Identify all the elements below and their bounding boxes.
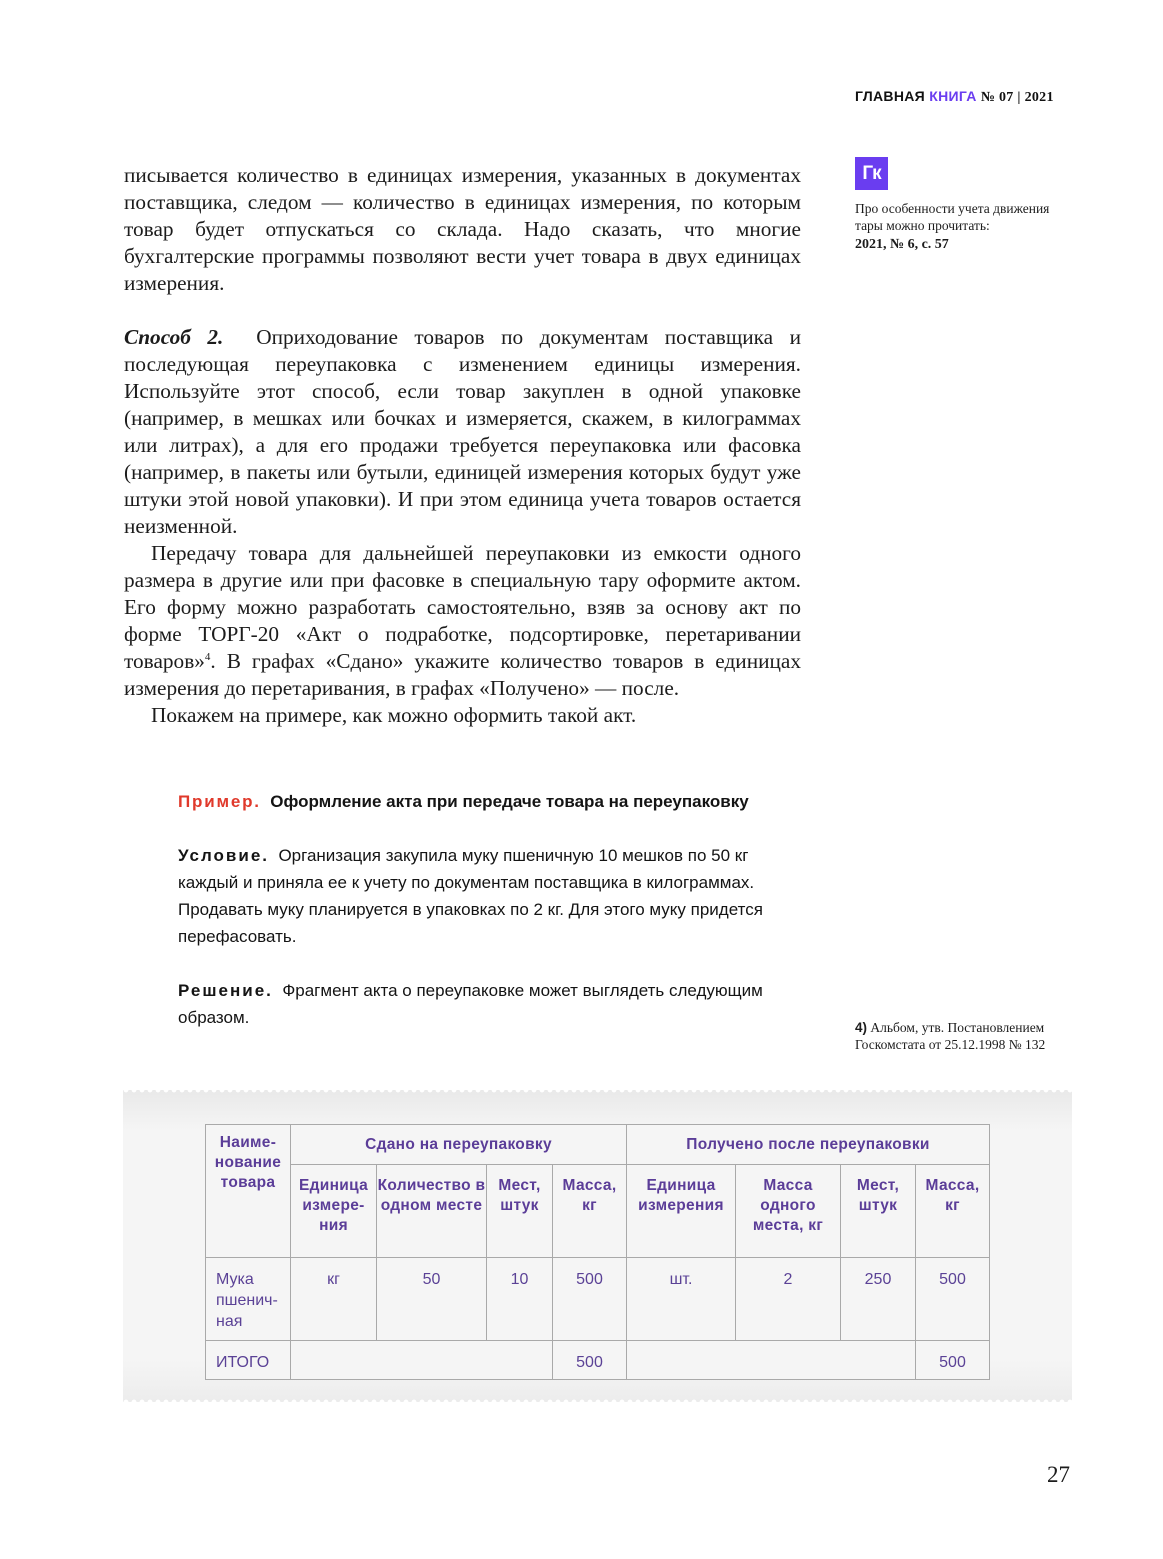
header-given-qty-per-place: Количество в одном месте — [377, 1165, 487, 1258]
table-total-row — [206, 1341, 990, 1380]
condition-label: Условие. — [178, 846, 269, 865]
example-heading — [178, 788, 778, 815]
header-given-places: Мест, штук — [487, 1165, 553, 1258]
header-received-mass: Масса, кг — [916, 1165, 990, 1258]
header-received-mass-per-place: Масса одного места, кг — [736, 1165, 841, 1258]
example-solution — [178, 977, 778, 1031]
cell-received-unit: шт. — [627, 1258, 736, 1341]
method-label: Способ 2. — [124, 325, 224, 349]
example-label: Пример. — [178, 792, 261, 811]
header-given-mass: Масса, кг — [553, 1165, 627, 1258]
page-number: 27 — [1047, 1462, 1070, 1487]
cell-received-mass: 500 — [916, 1258, 990, 1341]
footnote-ref[interactable]: 4 — [204, 650, 211, 663]
footnote — [855, 1019, 1075, 1053]
brand-name-part2: КНИГА — [929, 88, 977, 104]
method-text: Оприходование товаров по документам поставщика и последующая переупаковка с изменением единицы измерения. Используйте этот способ, если товар закуплен в одной упаковке (например, в мешках или бочках и измеряется, скажем, в килограммах или литрах), а для его продажи требуется переупаковка или фасовка (например, в пакеты или бутыли, единицей измерения которых будут уже штуки этой новой упаковки). И при этом единица учета товаров остается неизменной. — [124, 325, 801, 538]
gk-logo-icon: Гк — [855, 157, 888, 190]
article-body — [124, 162, 801, 729]
example-title: Оформление акта при передаче товара на переупаковку — [270, 792, 749, 811]
cell-total-received-mass: 500 — [916, 1341, 990, 1380]
paragraph-act-text: Передачу товара для дальнейшей переупаковки из емкости одного размера в другие или при фасовке в специальную тару оформите актом. Его форму можно разработать самостоятельно, взяв за основу акт по форме ТОРГ-20 «Акт о подработке, подсортировке, перетаривании товаров» — [124, 541, 801, 673]
panel-edge-top — [123, 1090, 1072, 1094]
solution-label: Решение. — [178, 981, 273, 1000]
header-given-unit: Единица измере-ния — [291, 1165, 377, 1258]
cell-total-label: ИТОГО — [206, 1341, 291, 1380]
header-product-name: Наиме-нование товара — [206, 1125, 291, 1258]
paragraph-method-2 — [124, 324, 801, 540]
footnote-text: Альбом, утв. Постановлением Госкомстата от 25.12.1998 № 132 — [855, 1020, 1046, 1052]
cell-received-places: 250 — [841, 1258, 916, 1341]
footnote-number: 4) — [855, 1020, 868, 1035]
cell-product-name: Мука пшенич-ная — [206, 1258, 291, 1341]
cell-received-mass-per-place: 2 — [736, 1258, 841, 1341]
header-received-unit: Единица измерения — [627, 1165, 736, 1258]
paragraph-act — [124, 540, 801, 702]
sidebar-note-text: Про особенности учета движения тары можно прочитать: — [855, 201, 1050, 233]
cell-given-places: 10 — [487, 1258, 553, 1341]
cell-total-given-empty — [291, 1341, 553, 1380]
table-row — [206, 1258, 990, 1341]
sidebar-note-reference[interactable]: 2021, № 6, с. 57 — [855, 237, 949, 252]
cell-given-unit: кг — [291, 1258, 377, 1341]
table-panel — [123, 1090, 1072, 1402]
paragraph-continuation: писывается количество в единицах измерения, указанных в документах поставщика, следом — количество в единицах измерения, по которым товар будет отпускаться со склада. Надо сказать, что многие бухгалтерские программы позволяют вести учет товара в двух единицах измерения. — [124, 163, 801, 295]
issue-number: № 07 | 2021 — [980, 90, 1054, 105]
cell-given-qty-per-place: 50 — [377, 1258, 487, 1341]
brand-name-part1: ГЛАВНАЯ — [855, 88, 926, 104]
header-group-received: Получено после переупаковки — [627, 1125, 990, 1165]
example-condition — [178, 842, 778, 950]
condition-text: Организация закупила муку пшеничную 10 мешков по 50 кг каждый и приняла ее к учету по документам поставщика в килограммах. Продавать муку планируется в упаковках по 2 кг. Для этого муку придется перефасовать. — [178, 846, 763, 946]
panel-edge-bottom — [123, 1398, 1072, 1402]
magazine-header — [855, 88, 1054, 106]
cell-total-received-empty — [627, 1341, 916, 1380]
paragraph-act-text-end: . В графах «Сдано» укажите количество товаров в единицах измерения до перетаривания, в графах «Получено» — после. — [124, 649, 801, 700]
sidebar-note — [855, 157, 1055, 253]
repackaging-act-table — [205, 1124, 990, 1380]
header-group-given: Сдано на переупаковку — [291, 1125, 627, 1165]
example-block — [178, 788, 778, 1031]
cell-total-given-mass: 500 — [553, 1341, 627, 1380]
paragraph-example-intro: Покажем на примере, как можно оформить такой акт. — [151, 703, 637, 727]
header-received-places: Мест, штук — [841, 1165, 916, 1258]
cell-given-mass: 500 — [553, 1258, 627, 1341]
solution-text: Фрагмент акта о переупаковке может выглядеть следующим образом. — [178, 981, 763, 1027]
